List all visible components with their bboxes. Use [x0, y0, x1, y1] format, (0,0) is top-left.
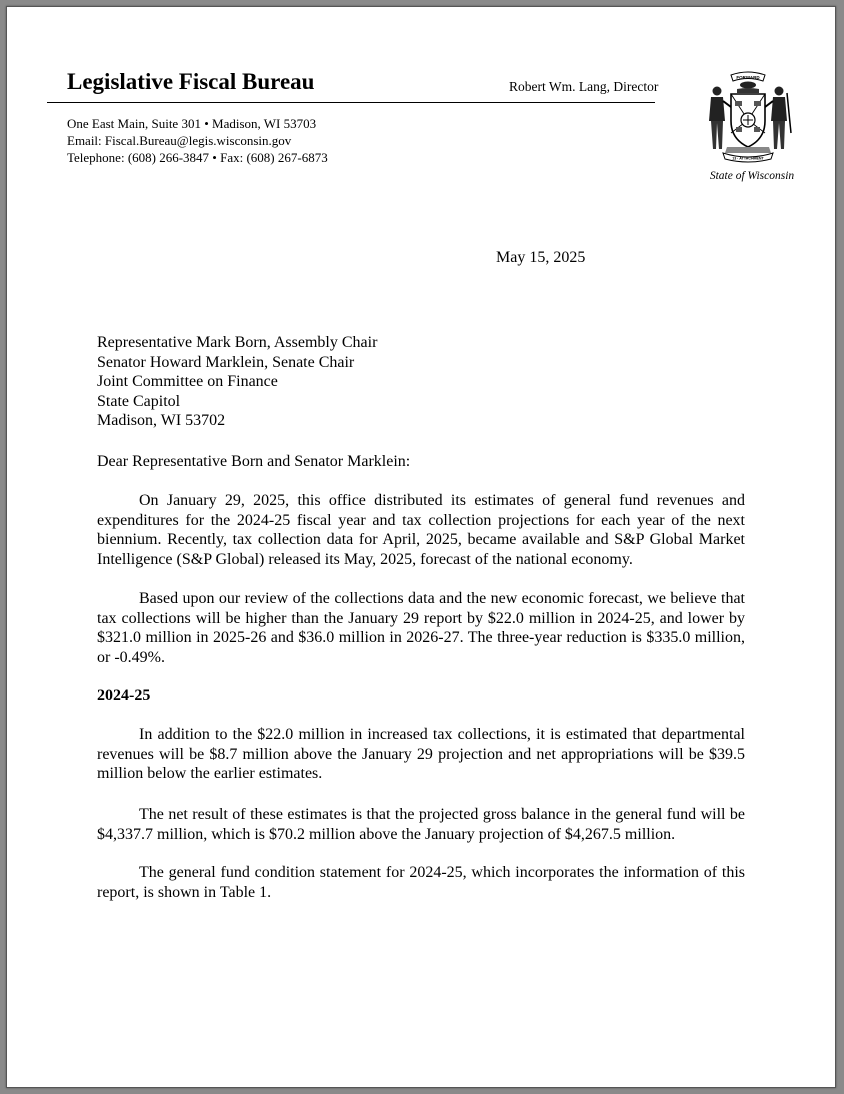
body-paragraph: In addition to the $22.0 million in increased tax collections, it is estimated that departmental revenues will be $8.7 million above the January 29 projection and net appropriations will be $39.5 million below the earlier estimates.	[97, 726, 745, 782]
header-rule	[47, 102, 655, 103]
body-paragraph: Based upon our review of the collections data and the new economic forecast, we believe that tax collections will be higher than the January 29 report by $22.0 million in 2024-25, and lower by $321.0 million in 2025-26 and $36.0 million in 2026-27. The three-year reduction is $335.0 million, or -0.49%.	[97, 590, 745, 666]
letter-page	[6, 6, 836, 1088]
bureau-name: Legislative Fiscal Bureau	[67, 69, 315, 94]
body-paragraph: The net result of these estimates is that the projected gross balance in the general fund will be $4,337.7 million, which is $70.2 million above the January projection of $4,267.5 million.	[97, 806, 745, 843]
address-line: One East Main, Suite 301 • Madison, WI 53703	[67, 116, 317, 131]
recipient-line: Madison, WI 53702	[97, 412, 226, 429]
recipient-line: Senator Howard Marklein, Senate Chair	[97, 353, 355, 371]
state-seal-icon	[701, 63, 795, 163]
body-paragraph: The general fund condition statement for 2024-25, which incorporates the information of this report, is shown in Table 1.	[97, 864, 745, 901]
seal-motto: FORWARD	[736, 75, 760, 80]
letter-date: May 15, 2025	[496, 249, 586, 266]
contact-block	[67, 115, 328, 166]
director-name: Robert Wm. Lang, Director	[509, 79, 659, 94]
state-label: State of Wisconsin	[709, 170, 795, 182]
seal-banner: 13 · ATTACHMENT	[732, 156, 764, 161]
recipient-address	[97, 333, 377, 431]
section-heading: 2024-25	[97, 687, 151, 704]
email-line: Email: Fiscal.Bureau@legis.wisconsin.gov	[67, 133, 292, 148]
recipient-line: Joint Committee on Finance	[97, 373, 278, 390]
phone-line: Telephone: (608) 266-3847 • Fax: (608) 267-6873	[67, 150, 328, 165]
salutation: Dear Representative Born and Senator Marklein:	[97, 453, 411, 470]
recipient-line: Representative Mark Born, Assembly Chair	[97, 334, 378, 351]
recipient-line: State Capitol	[97, 392, 181, 410]
body-paragraph: On January 29, 2025, this office distributed its estimates of general fund revenues and expenditures for the 2024-25 fiscal year and tax collection projections for each year of the next biennium. Recently, tax collection data for April, 2025, became available and S&P Global Market Intelligence (S&P Global) released its May, 2025, forecast of the national economy.	[97, 492, 745, 568]
